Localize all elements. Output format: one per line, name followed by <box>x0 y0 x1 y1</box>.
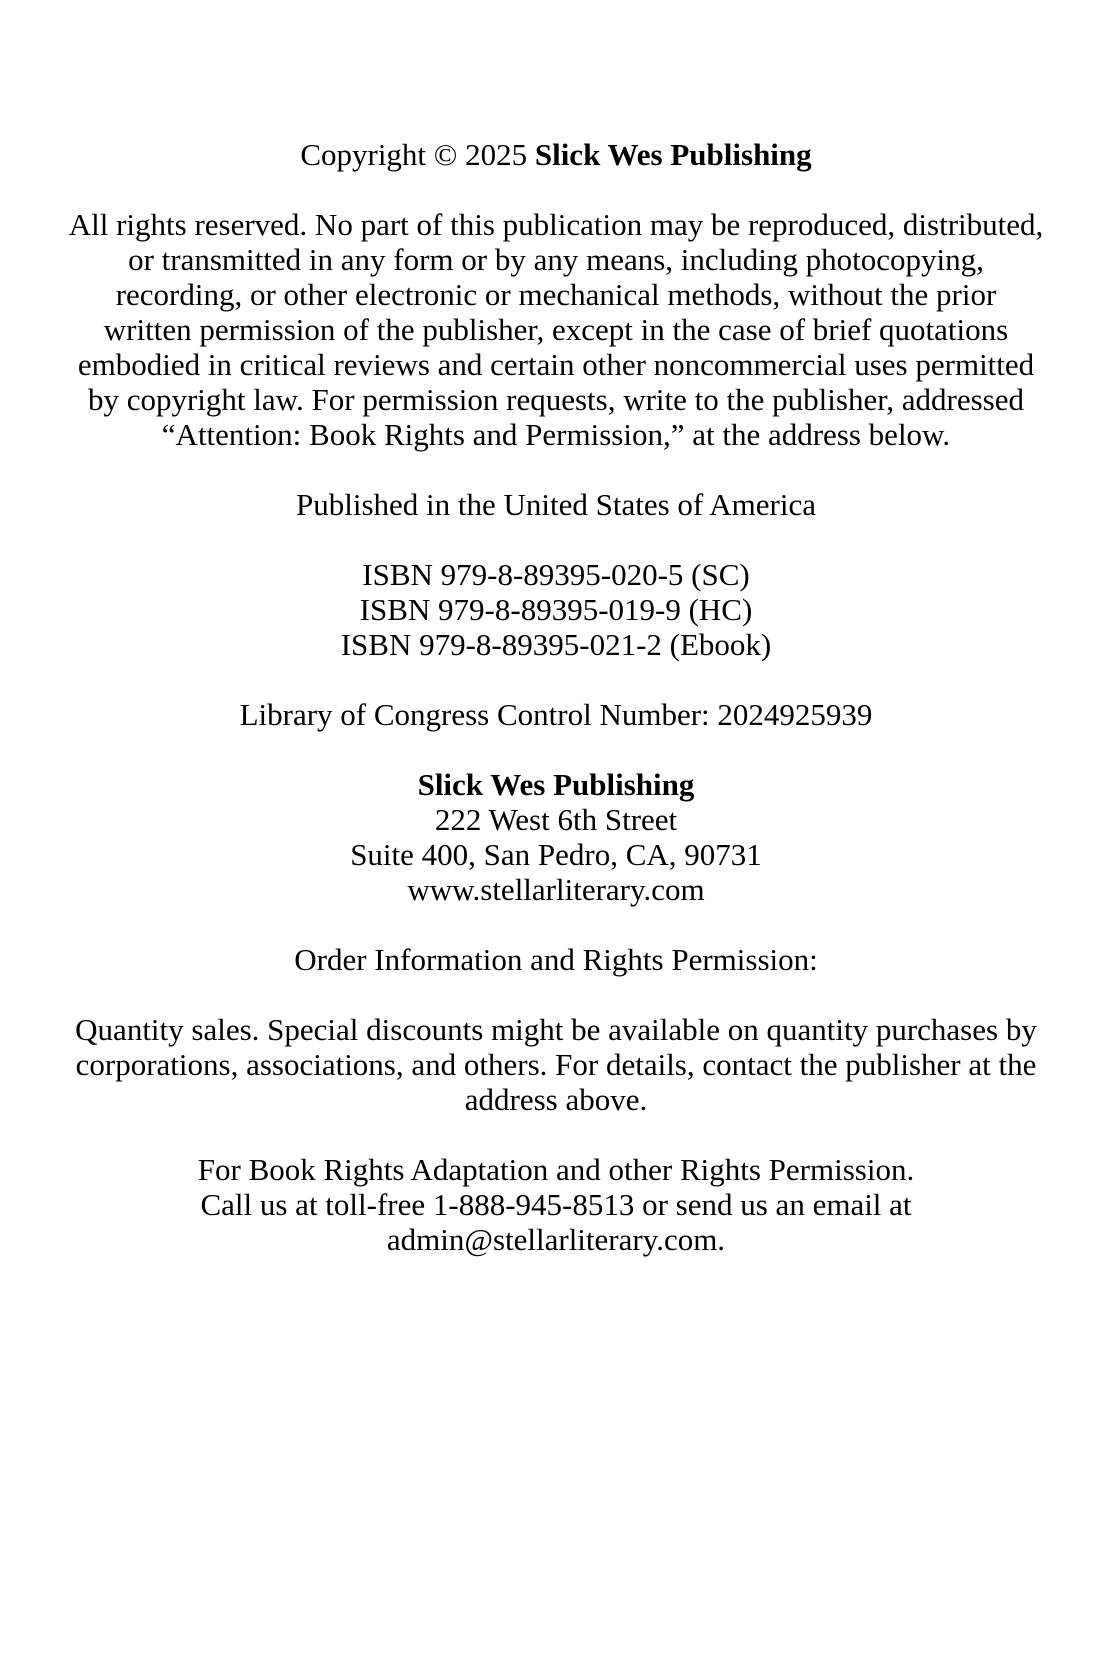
order-information-heading: Order Information and Rights Permission: <box>294 942 818 977</box>
isbn-hc-line: ISBN 979-8-89395-019-9 (HC) <box>359 592 753 627</box>
quantity-sales-line: address above. <box>464 1082 648 1117</box>
rights-contact-paragraph <box>66 1152 1046 1257</box>
rights-contact-phone-line: Call us at toll-free 1-888-945-8513 or send us an email at <box>200 1187 912 1222</box>
isbn-sc-line: ISBN 979-8-89395-020-5 (SC) <box>362 557 750 592</box>
rights-notice-line: “Attention: Book Rights and Permission,” at the address below. <box>161 417 951 452</box>
quantity-sales-line: Quantity sales. Special discounts might be available on quantity purchases by <box>75 1012 1037 1047</box>
rights-notice-paragraph <box>66 207 1046 452</box>
quantity-sales-line: corporations, associations, and others. For details, contact the publisher at the <box>75 1047 1037 1082</box>
publisher-street-line: 222 West 6th Street <box>434 802 678 837</box>
rights-notice-line: All rights reserved. No part of this publication may be reproduced, distributed, <box>68 207 1044 242</box>
rights-contact-email-line: admin@stellarliterary.com. <box>386 1222 726 1257</box>
publisher-city-line: Suite 400, San Pedro, CA, 90731 <box>350 837 762 872</box>
isbn-ebook-line: ISBN 979-8-89395-021-2 (Ebook) <box>340 627 772 662</box>
quantity-sales-paragraph <box>66 1012 1046 1117</box>
lccn-line: Library of Congress Control Number: 2024925939 <box>239 697 873 732</box>
publisher-website-line: www.stellarliterary.com <box>407 872 705 907</box>
rights-notice-line: written permission of the publisher, except in the case of brief quotations <box>103 312 1009 347</box>
rights-notice-line: or transmitted in any form or by any means, including photocopying, <box>128 242 984 277</box>
copyright-line <box>66 137 1046 172</box>
copyright-prefix: Copyright © 2025 <box>300 137 535 172</box>
rights-notice-line: by copyright law. For permission requests, write to the publisher, addressed <box>87 382 1025 417</box>
publisher-name: Slick Wes Publishing <box>534 137 812 172</box>
isbn-block <box>66 557 1046 662</box>
rights-notice-line: embodied in critical reviews and certain other noncommercial uses permitted <box>77 347 1035 382</box>
rights-contact-line: For Book Rights Adaptation and other Rights Permission. <box>197 1152 915 1187</box>
published-line: Published in the United States of America <box>295 487 817 522</box>
rights-notice-line: recording, or other electronic or mechanical methods, without the prior <box>115 277 997 312</box>
publisher-name-line: Slick Wes Publishing <box>417 767 695 802</box>
publisher-address-block <box>66 767 1046 907</box>
